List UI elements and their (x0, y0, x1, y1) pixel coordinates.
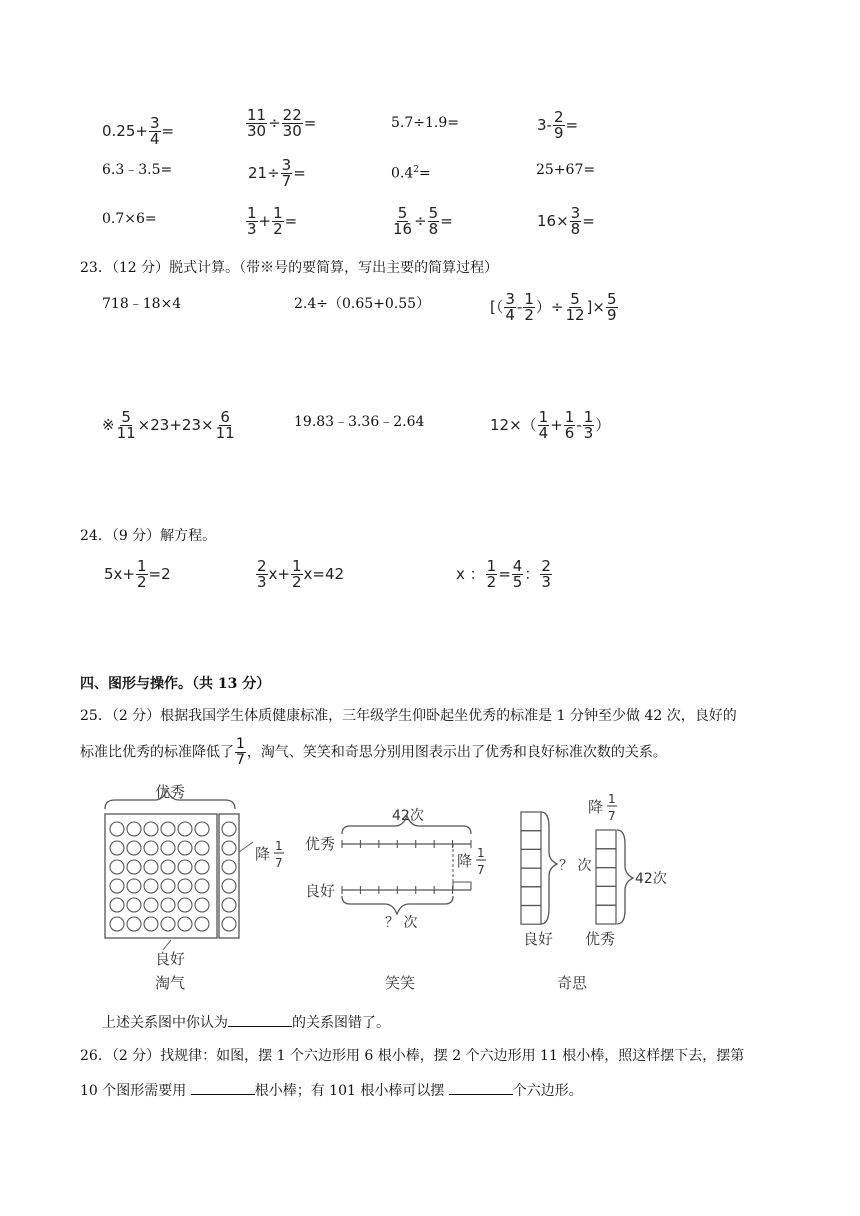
fig3-right-caption: 优秀 (585, 930, 616, 948)
grid-circle (144, 822, 158, 836)
q25-answer-line: 上述关系图中你认为 的关系图错了。 (102, 1012, 390, 1033)
grid-circle (195, 917, 209, 931)
fig3-caption: 奇思 (557, 974, 588, 992)
fig2-top-label: 42次 (392, 808, 424, 824)
grid-circle (127, 898, 141, 912)
stack-box (521, 812, 541, 831)
q24-header: 24．（9 分）解方程。 (80, 528, 217, 544)
grid-circle (127, 879, 141, 893)
grid-circle (110, 917, 124, 931)
extra-circle (222, 841, 236, 855)
grid-circle (178, 822, 192, 836)
grid-circle (161, 917, 175, 931)
fig3-top-den: 7 (608, 809, 616, 823)
fig2-row2-label: 良好 (305, 882, 336, 900)
grid-circle (178, 860, 192, 874)
fig1-top-label: 优秀 (155, 783, 186, 801)
fig2-row1-label: 优秀 (305, 835, 336, 853)
fig1-side-num: 1 (275, 839, 283, 853)
grid-circle (110, 860, 124, 874)
grid-circle (161, 898, 175, 912)
oral-0-7-times-6: 0.7×6= (102, 211, 157, 227)
grid-circle (127, 917, 141, 931)
grid-circle (144, 898, 158, 912)
stack-box (521, 868, 541, 887)
stack-box (521, 849, 541, 868)
oral-11-30-div-22-30: $\frac{11}{30}$ ÷ $\frac{22}{30}$ = (247, 106, 317, 140)
grid-circle (110, 841, 124, 855)
grid-circle (110, 822, 124, 836)
fig3-top-num: 1 (608, 792, 616, 806)
oral-0-25-plus-3-4: 0.25+ $\frac{3}{4}$ = (102, 114, 175, 148)
stack-box (521, 906, 541, 925)
stack-box (596, 830, 616, 849)
fig1-bottom-label: 良好 (155, 950, 186, 968)
grid-circle (144, 841, 158, 855)
oral-25-plus-67: 25+67= (536, 162, 596, 178)
stack-box (596, 868, 616, 887)
q23-expr-1: 718﹣18×4 (102, 296, 182, 312)
oral-21-div-3-7: 21÷ $\frac{3}{7}$ = (248, 156, 306, 190)
q25-answer-blank[interactable] (228, 1012, 292, 1027)
grid-circle (110, 879, 124, 893)
q23-expr-5: 19.83﹣3.36﹣2.64 (294, 414, 425, 430)
grid-circle (195, 841, 209, 855)
grid-circle (144, 860, 158, 874)
stack-box (596, 905, 616, 924)
grid-circle (161, 860, 175, 874)
q25-line-1: 25．（2 分）根据我国学生体质健康标准，三年级学生仰卧起坐优秀的标准是 1 分钟至少做 42 次，良好的 (80, 708, 737, 724)
grid-circle (195, 879, 209, 893)
grid-circle (127, 822, 141, 836)
fig3-right-label: 42次 (635, 871, 667, 887)
oral-3-minus-2-9: 3- $\frac{2}{9}$ = (537, 108, 579, 142)
q25-figures (95, 782, 685, 1000)
stack-box (521, 831, 541, 850)
fig2-side-label: 降 (457, 852, 473, 870)
q23-expr-3: [（ $\frac{3}{4}$ - $\frac{1}{2}$ ）÷ $\frac{5}{12}$ ]× $\frac{5}{9}$ (490, 290, 617, 324)
section-4-title: 四、图形与操作。（共 13 分） (80, 676, 271, 692)
grid-circle (195, 860, 209, 874)
grid-circle (178, 898, 192, 912)
grid-circle (161, 879, 175, 893)
figure-xiaoxiao (305, 808, 486, 992)
grid-circle (144, 879, 158, 893)
grid-circle (161, 841, 175, 855)
oral-5-16-div-5-8: $\frac{5}{16}$ ÷ $\frac{5}{8}$ = (393, 204, 453, 238)
oral-6-3-minus-3-5: 6.3﹣3.5= (102, 162, 173, 178)
q25-line-2: 标准比优秀的标准降低了 $\frac{1}{7}$ ，淘气、笑笑和奇思分别用图表示出了优秀和良好标准次数的关系。 (80, 736, 667, 768)
extra-circle (222, 898, 236, 912)
fig3-left-caption: 良好 (523, 930, 554, 948)
q26-line-2: 10 个图形需要用 根小棒；有 101 根小棒可以摆 个六边形。 (80, 1080, 583, 1101)
q23-expr-2: 2.4÷（0.65+0.55） (294, 296, 431, 312)
grid-circle (144, 917, 158, 931)
grid-circle (178, 917, 192, 931)
q23-header: 23．（12 分）脱式计算。（带※号的要简算，写出主要的简算过程） (80, 260, 499, 276)
stack-box (521, 887, 541, 906)
grid-circle (127, 860, 141, 874)
q24-equation-2: $\frac{2}{3}$ x+ $\frac{1}{2}$ x=42 (257, 557, 345, 591)
extra-circle (222, 917, 236, 931)
stack-box (596, 886, 616, 905)
grid-circle (178, 879, 192, 893)
oral-1-3-plus-1-2: $\frac{1}{3}$ + $\frac{1}{2}$ = (247, 204, 298, 238)
fig1-caption: 淘气 (155, 974, 186, 992)
fig3-top-label: 降 (588, 798, 604, 816)
fig1-side-den: 7 (275, 856, 283, 870)
q24-equation-1: 5x+ $\frac{1}{2}$ =2 (104, 557, 171, 591)
grid-circle (110, 898, 124, 912)
q24-equation-3: x ： $\frac{1}{2}$ = $\frac{4}{5}$ ： $\frac{2}{3}$ (456, 557, 551, 591)
oral-16-times-3-8: 16× $\frac{3}{8}$ = (537, 204, 595, 238)
grid-circle (178, 841, 192, 855)
grid-circle (161, 822, 175, 836)
extra-circle (222, 822, 236, 836)
q23-expr-4: ※ $\frac{5}{11}$ ×23+23× $\frac{6}{11}$ (102, 408, 235, 442)
fig1-side-label: 降 (255, 845, 271, 863)
figure-taoqi (105, 783, 284, 992)
extra-circle (222, 860, 236, 874)
oral-0-4-squared: $0.4^2=$ (391, 165, 431, 182)
grid-circle (195, 822, 209, 836)
figure-qisi (521, 792, 667, 992)
q23-expr-6: 12×（ $\frac{1}{4}$ + $\frac{1}{6}$ - $\frac{1}{3}$ ） (490, 408, 611, 442)
fig2-caption: 笑笑 (385, 974, 416, 992)
fig2-side-den: 7 (477, 863, 485, 877)
q26-blank-2[interactable] (449, 1080, 513, 1095)
fig2-side-num: 1 (477, 846, 485, 860)
grid-circle (195, 898, 209, 912)
q26-blank-1[interactable] (191, 1080, 255, 1095)
grid-circle (127, 841, 141, 855)
fig2-bottom-label: ？ 次 (385, 915, 418, 931)
fig3-question-label: ？ 次 (559, 858, 592, 874)
extra-circle (222, 879, 236, 893)
stack-box (596, 849, 616, 868)
q26-line-1: 26．（2 分）找规律：如图，摆 1 个六边形用 6 根小棒，摆 2 个六边形用 11 根小棒，照这样摆下去，摆第 (80, 1048, 745, 1064)
oral-5-7-div-1-9: 5.7÷1.9= (391, 115, 459, 131)
